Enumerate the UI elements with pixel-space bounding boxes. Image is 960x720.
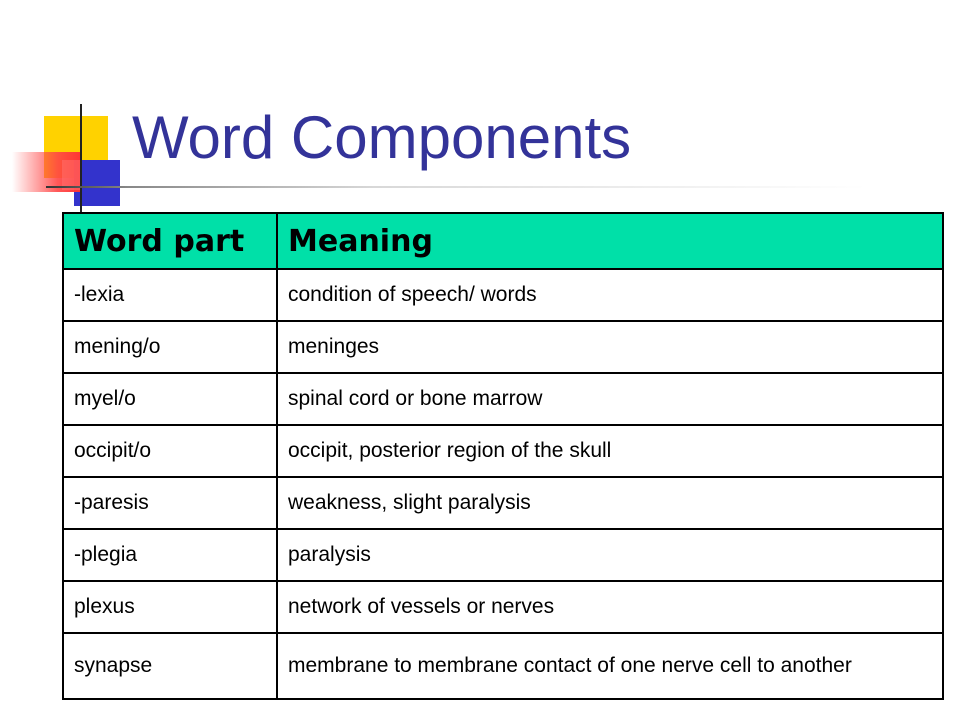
cell-meaning: meninges xyxy=(277,321,943,373)
cell-meaning: membrane to membrane contact of one nerve cell to another xyxy=(277,633,943,699)
word-components-table xyxy=(62,212,944,700)
cell-word-part: -lexia xyxy=(63,269,277,321)
cell-meaning: condition of speech/ words xyxy=(277,269,943,321)
slide-title: Word Components xyxy=(132,104,632,171)
cell-word-part: synapse xyxy=(63,633,277,699)
table-row xyxy=(63,321,943,373)
table-row xyxy=(63,269,943,321)
table-row xyxy=(63,425,943,477)
cell-meaning: weakness, slight paralysis xyxy=(277,477,943,529)
table-row xyxy=(63,529,943,581)
cell-meaning: network of vessels or nerves xyxy=(277,581,943,633)
header-word-part: Word part xyxy=(63,213,277,269)
cell-word-part: -plegia xyxy=(63,529,277,581)
cell-meaning: occipit, posterior region of the skull xyxy=(277,425,943,477)
cell-word-part: mening/o xyxy=(63,321,277,373)
cell-word-part: occipit/o xyxy=(63,425,277,477)
cell-word-part: -paresis xyxy=(63,477,277,529)
table-row xyxy=(63,581,943,633)
table-row xyxy=(63,477,943,529)
table-row xyxy=(63,373,943,425)
title-underline xyxy=(46,186,866,188)
decorative-vertical-line xyxy=(80,104,82,214)
cell-word-part: myel/o xyxy=(63,373,277,425)
cell-word-part: plexus xyxy=(63,581,277,633)
header-meaning: Meaning xyxy=(277,213,943,269)
cell-meaning: spinal cord or bone marrow xyxy=(277,373,943,425)
table-header-row xyxy=(63,213,943,269)
cell-meaning: paralysis xyxy=(277,529,943,581)
table-row xyxy=(63,633,943,699)
